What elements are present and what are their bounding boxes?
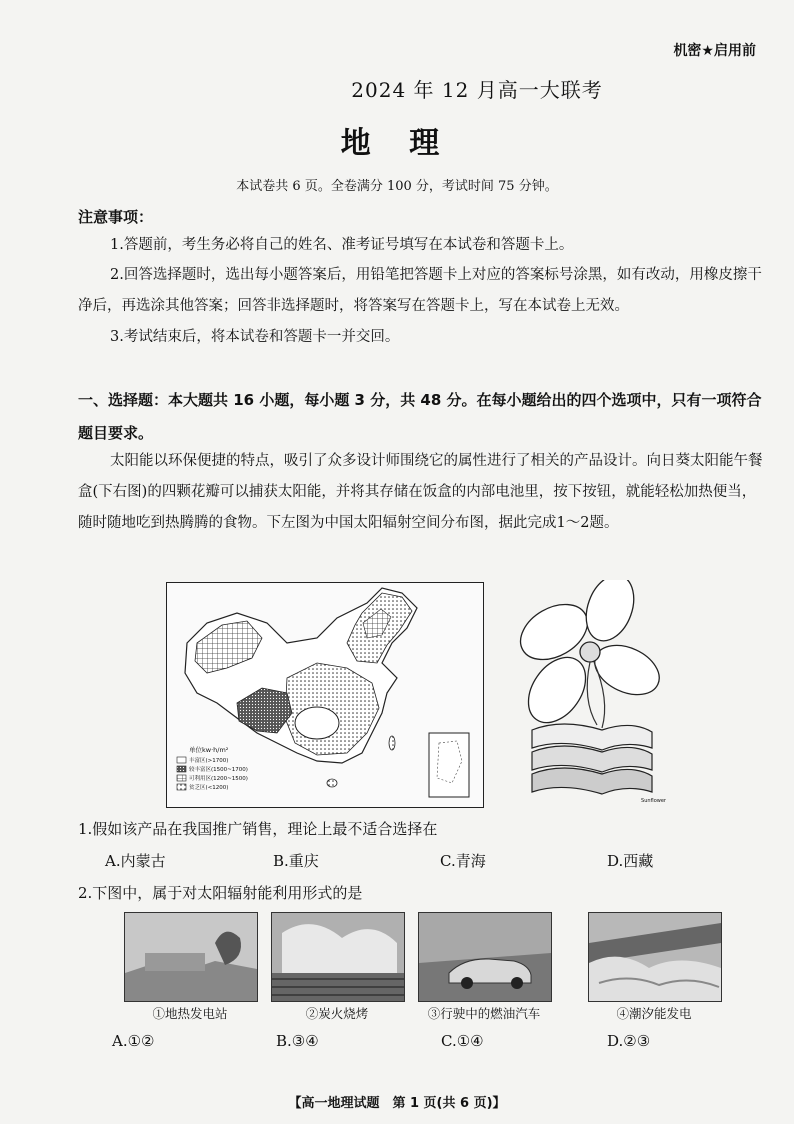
q1-option-c: C.青海 <box>440 852 486 870</box>
map-legend-item: 较丰富区(1500~1700) <box>189 767 248 773</box>
lunchbox-graphic <box>502 580 672 806</box>
exam-info: 本试卷共 6 页。全卷满分 100 分，考试时间 75 分钟。 <box>236 179 558 194</box>
brand-text: Sunflower <box>641 798 666 804</box>
caption-3: ③行驶中的燃油汽车 <box>427 1006 541 1021</box>
question-2: 2.下图中，属于对太阳辐射能利用形式的是 <box>78 884 363 902</box>
q2-option-c: C.①④ <box>441 1032 484 1050</box>
q1-option-a: A.内蒙古 <box>105 852 166 870</box>
map-legend-title: 单位kw·h/m² <box>189 746 229 754</box>
q1-option-b: B.重庆 <box>273 852 319 870</box>
exam-title: 2024 年 12 月高一大联考 <box>351 78 603 102</box>
map-legend-item: 丰富区(>1700) <box>189 758 229 764</box>
notice-heading: 注意事项： <box>78 208 154 226</box>
tidal-power-photo <box>588 912 722 1002</box>
geothermal-plant-photo <box>124 912 258 1002</box>
q2-option-d: D.②③ <box>607 1032 651 1050</box>
q2-option-b: B.③④ <box>276 1032 319 1050</box>
notice-item-2: 2.回答选择题时，选出每小题答案后，用铅笔把答题卡上对应的答案标号涂黑，如有改动，用橡皮擦干净后，再选涂其他答案；回答非选择题时，将答案写在答题卡上，写在本试卷上无效。 <box>78 267 762 314</box>
page-footer: 【高一地理试题 第 1 页(共 6 页)】 <box>288 1096 506 1111</box>
fuel-car-photo <box>418 912 552 1002</box>
section-title <box>78 384 768 450</box>
charcoal-grill-photo <box>271 912 405 1002</box>
q2-option-a: A.①② <box>112 1032 155 1050</box>
question-1: 1.假如该产品在我国推广销售，理论上最不适合选择在 <box>78 820 438 838</box>
subject-title: 地 理 <box>340 126 454 161</box>
notice-item-1: 1.答题前，考生务必将自己的姓名、准考证号填写在本试卷和答题卡上。 <box>110 237 574 253</box>
caption-4: ④潮汐能发电 <box>616 1006 692 1021</box>
map-legend-item: 贫乏区(<1200) <box>189 785 229 791</box>
confidential-mark: 机密★启用前 <box>673 43 756 59</box>
sunflower-lunchbox-image <box>502 580 672 806</box>
caption-1: ①地热发电站 <box>152 1006 228 1021</box>
solar-radiation-map <box>166 582 484 808</box>
map-legend-item: 可利用区(1200~1500) <box>189 776 248 782</box>
section-title-text: 一、选择题：本大题共 16 小题，每小题 3 分，共 48 分。在每小题给出的四个选项中，只有一项符合题目要求。 <box>78 391 762 442</box>
q1-option-d: D.西藏 <box>607 852 654 870</box>
notice-item-3: 3.考试结束后，将本试卷和答题卡一并交回。 <box>110 329 400 345</box>
caption-2: ②炭火烧烤 <box>305 1006 369 1021</box>
passage: 太阳能以环保便捷的特点，吸引了众多设计师围绕它的属性进行了相关的产品设计。向日葵太阳能午餐盒(下右图)的四颗花瓣可以捕获太阳能，并将其存储在饭盒的内部电池里，按下按钮，就能轻松加热便当，随时随地吃到热腾腾的食物。下左图为中国太阳辐射空间分布图，据此完成1～2题。 <box>78 453 763 531</box>
